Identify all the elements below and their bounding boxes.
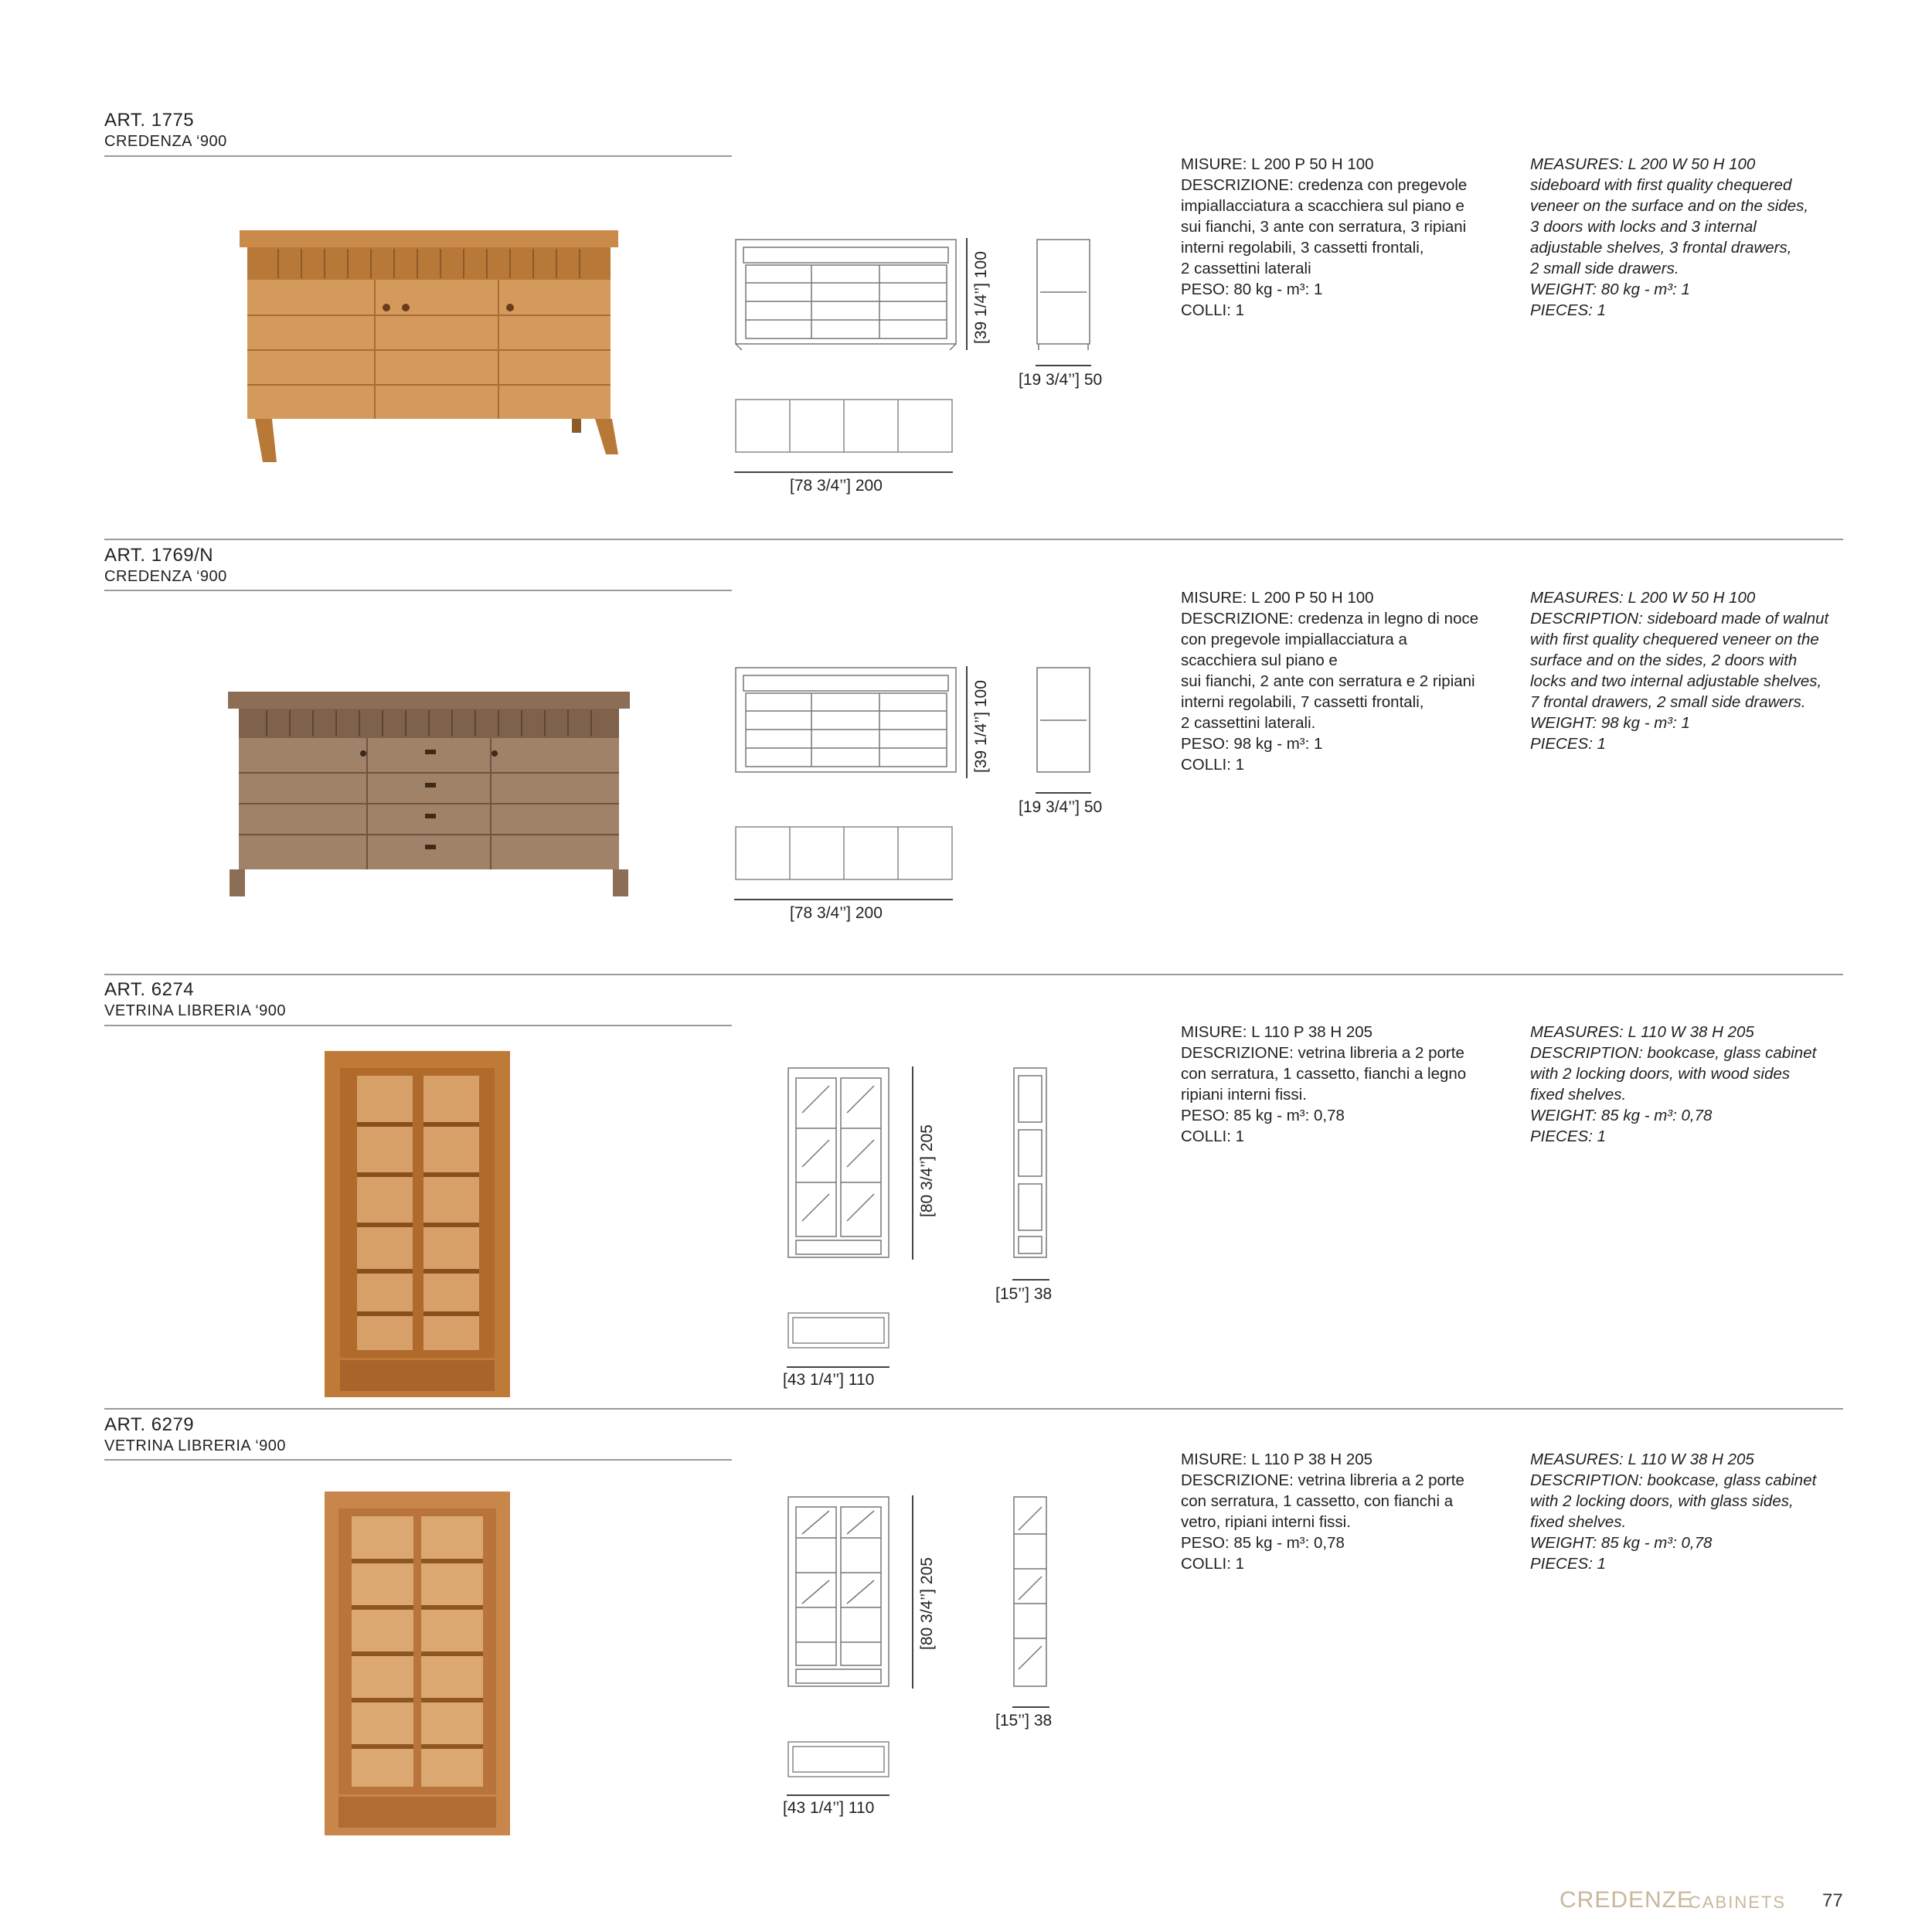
bookcase-photo xyxy=(325,1492,510,1835)
section-divider xyxy=(104,590,732,591)
spec-english: MEASURES: L 200 W 50 H 100 DESCRIPTION: sideboard made of walnut with first quality chequered veneer on the surface and on the sides, 2 doors with locks and two internal adjustable shelves, 7 frontal drawers, 2 small side drawers. WEIGHT: 98 kg - m³: 1 PIECES: 1 xyxy=(1530,589,1829,753)
height-dimension: [80 3/4’’] 205 xyxy=(918,1124,936,1217)
depth-dimension: [15’’] 38 xyxy=(995,1285,1053,1303)
front-view-drawing xyxy=(787,1066,891,1260)
dimension-line xyxy=(1036,792,1091,794)
product-name: VETRINA LIBRERIA ‘900 xyxy=(104,1002,287,1019)
dimension-line xyxy=(787,1366,889,1368)
width-dimension: [78 3/4’’] 200 xyxy=(790,477,883,495)
side-view-drawing xyxy=(1036,666,1091,778)
dimension-line xyxy=(1012,1706,1049,1708)
footer-category-italian: CREDENZE xyxy=(1560,1887,1694,1913)
bookcase-photo xyxy=(325,1051,510,1397)
dimension-line xyxy=(787,1794,889,1796)
width-dimension: [43 1/4’’] 110 xyxy=(783,1371,875,1389)
spec-italian: MISURE: L 200 P 50 H 100 DESCRIZIONE: credenza in legno di noce con pregevole impiallacciatura a scacchiera sul piano e sui fianchi, 2 ante con serratura e 2 ripiani interni regolabili, 7 cassetti frontali, 2 cassettini laterali. PESO: 98 kg - m³: 1 COLLI: 1 xyxy=(1181,589,1479,774)
product-code: ART. 6274 xyxy=(104,979,195,1000)
dimension-line xyxy=(734,899,953,900)
product-name: CREDENZA ‘900 xyxy=(104,133,227,150)
width-dimension: [43 1/4’’] 110 xyxy=(783,1799,875,1817)
top-view-drawing xyxy=(734,825,954,881)
section-divider xyxy=(104,539,1843,540)
section-divider xyxy=(104,974,1843,975)
dimension-line xyxy=(966,238,968,350)
side-view-drawing xyxy=(1012,1495,1049,1689)
product-code: ART. 1775 xyxy=(104,110,195,131)
depth-dimension: [15’’] 38 xyxy=(995,1712,1053,1730)
product-name: CREDENZA ‘900 xyxy=(104,568,227,585)
spec-english: MEASURES: L 110 W 38 H 205 DESCRIPTION: bookcase, glass cabinet with 2 locking doors, with glass sides, fixed shelves. WEIGHT: 85 kg - m³: 0,78 PIECES: 1 xyxy=(1530,1451,1817,1573)
height-dimension: [39 1/4’’] 100 xyxy=(972,680,990,773)
side-view-drawing xyxy=(1036,238,1091,350)
product-name: VETRINA LIBRERIA ‘900 xyxy=(104,1437,287,1454)
spec-english: MEASURES: L 200 W 50 H 100 sideboard with first quality chequered veneer on the surface and on the sides, 3 doors with locks and 3 internal adjustable shelves, 3 frontal drawers, 2 small side drawers. WEIGHT: 80 kg - m³: 1 PIECES: 1 xyxy=(1530,155,1809,319)
spec-italian: MISURE: L 110 P 38 H 205 DESCRIZIONE: vetrina libreria a 2 porte con serratura, 1 cassetto, fianchi a legno ripiani interni fissi. PESO: 85 kg - m³: 0,78 COLLI: 1 xyxy=(1181,1023,1467,1145)
width-dimension: [78 3/4’’] 200 xyxy=(790,904,883,922)
spec-italian: MISURE: L 200 P 50 H 100 DESCRIZIONE: credenza con pregevole impiallacciatura a scacchiera sul piano e sui fianchi, 3 ante con serratura, 3 ripiani interni regolabili, 3 cassetti frontali, 2 cassettini laterali PESO: 80 kg - m³: 1 COLLI: 1 xyxy=(1181,155,1468,319)
section-divider xyxy=(104,1408,1843,1410)
height-dimension: [80 3/4’’] 205 xyxy=(918,1557,936,1650)
dimension-line xyxy=(1012,1279,1049,1281)
front-view-drawing xyxy=(734,666,958,778)
dimension-line xyxy=(966,666,968,778)
front-view-drawing xyxy=(734,238,958,350)
section-divider xyxy=(104,1025,732,1026)
page-number: 77 xyxy=(1822,1890,1843,1911)
side-view-drawing xyxy=(1012,1066,1049,1260)
section-divider xyxy=(104,1459,732,1461)
sideboard-photo xyxy=(228,692,634,896)
dimension-line xyxy=(912,1495,913,1689)
footer-category-english: CABINETS xyxy=(1689,1893,1787,1912)
depth-dimension: [19 3/4’’] 50 xyxy=(1019,798,1103,816)
spec-italian: MISURE: L 110 P 38 H 205 DESCRIZIONE: vetrina libreria a 2 porte con serratura, 1 cassetto, con fianchi a vetro, ripiani interni fissi. PESO: 85 kg - m³: 0,78 COLLI: 1 xyxy=(1181,1451,1464,1573)
section-divider xyxy=(104,155,732,157)
top-view-drawing xyxy=(787,1311,891,1350)
dimension-line xyxy=(912,1066,913,1260)
front-view-drawing xyxy=(787,1495,891,1689)
depth-dimension: [19 3/4’’] 50 xyxy=(1019,371,1103,389)
height-dimension: [39 1/4’’] 100 xyxy=(972,251,990,344)
dimension-line xyxy=(734,471,953,473)
dimension-line xyxy=(1036,365,1091,366)
product-code: ART. 6279 xyxy=(104,1414,195,1435)
spec-english: MEASURES: L 110 W 38 H 205 DESCRIPTION: bookcase, glass cabinet with 2 locking doors, with wood sides fixed shelves. WEIGHT: 85 kg - m³: 0,78 PIECES: 1 xyxy=(1530,1023,1817,1145)
sideboard-photo xyxy=(232,230,626,462)
top-view-drawing xyxy=(734,398,954,454)
product-code: ART. 1769/N xyxy=(104,545,214,566)
top-view-drawing xyxy=(787,1740,891,1779)
